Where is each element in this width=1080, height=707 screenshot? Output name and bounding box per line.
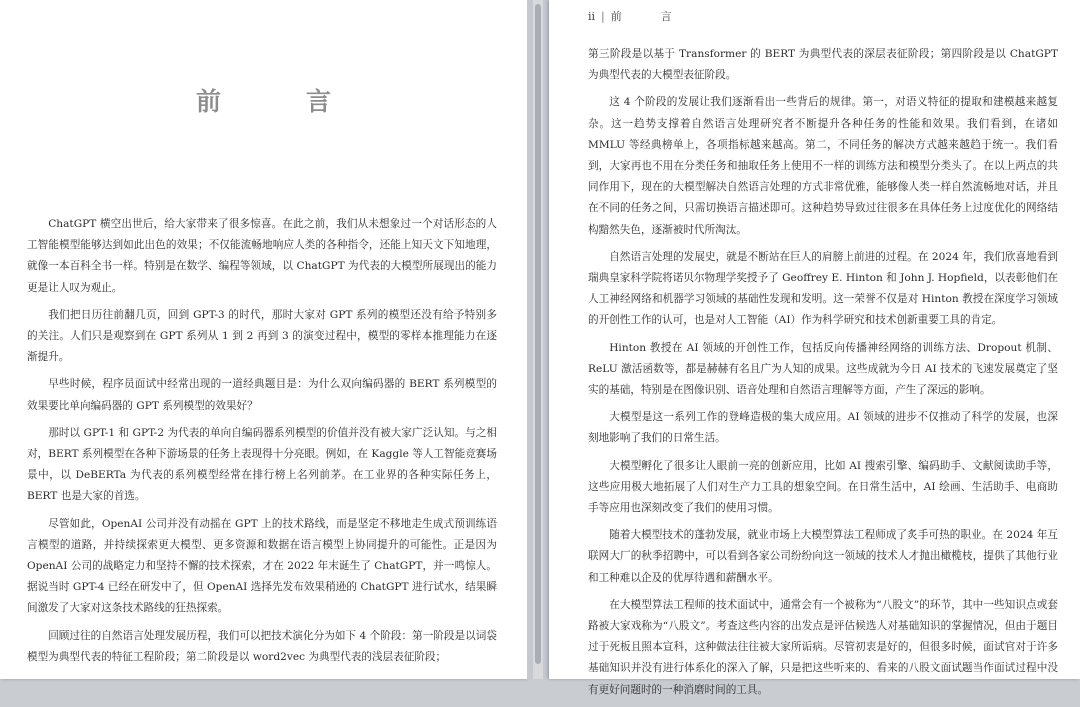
left-page [0,0,527,679]
paragraph: 自然语言处理的发展史，就是不断站在巨人的肩膀上前进的过程。在 2024 年，我们欣喜地看到瑞典皇家科学院将诺贝尔物理学奖授予了 Geoffrey E. Hinton 和 John J. Hopfield，以表彰他们在人工神经网络和机器学习领域的基础性发现和发明。这一荣誉不仅是对 Hinton 教授在深度学习领域的开创性工作的认可，也是对人工智能（AI）作为科学研究和技术创新重要工具的肯定。 [588,250,1058,327]
left-page-body [27,214,497,674]
paragraph: 大模型是这一系列工作的登峰造极的集大成应用。AI 领域的进步不仅推动了科学的发展，也深刻地影响了我们的日常生活。 [588,411,1058,445]
paragraph: 尽管如此，OpenAI 公司并没有动摇在 GPT 上的技术路线，而是坚定不移地走生成式预训练语言模型的道路，并持续探索更大模型、更多资源和数据在语言模型上协同提升的可能性。正是因为 OpenAI 公司的战略定力和坚持不懈的技术探索，才在 2022 年末诞生了 ChatGPT，并一鸣惊人。据说当时 GPT-4 已经在研发中了，但 OpenAI 选择先发布效果稍逊的 ChatGPT 进行试水，结果瞬间激发了大家对这条技术路线的狂热探索。 [27,517,497,615]
paragraph: 回顾过往的自然语言处理发展历程，我们可以把技术演化分为如下 4 个阶段：第一阶段是以词袋模型为典型代表的特征工程阶段；第二阶段是以 word2vec 为典型代表的浅层表征阶段； [27,629,497,663]
paragraph: 这 4 个阶段的发展让我们逐渐看出一些背后的规律。第一，对语义特征的提取和建模越来越复杂。这一趋势支撑着自然语言处理研究者不断提升各种任务的性能和效果。我们看到，在诸如 MMLU 等经典榜单上，各项指标越来越高。第二，不同任务的解决方式越来越趋于统一。我们看到，大家再也不用在分类任务和抽取任务上使用不一样的训练方法和模型分类头了。在以上两点的共同作用下，现在的大模型解决自然语言处理的方式非常优雅，能够像人类一样自然流畅地对话，并且在不同的任务之间，只需切换语言描述即可。这种趋势导致过往很多在具体任务上过度优化的网络结构黯然失色，逐渐被时代所淘汰。 [588,96,1058,236]
running-header [588,8,686,24]
paragraph: 我们把日历往前翻几页，回到 GPT-3 的时代，那时大家对 GPT 系列的模型还没有给予特别多的关注。人们只是观察到在 GPT 系列从 1 到 2 再到 3 的演变过程中，模型的零样本推理能力在逐渐提升。 [27,308,497,364]
chapter-title: 前 言 [195,87,361,116]
paragraph: 早些时候，程序员面试中经常出现的一道经典题目是：为什么双向编码器的 BERT 系列模型的效果要比单向编码器的 GPT 系列模型的效果好？ [27,378,497,412]
paragraph: 在大模型算法工程师的技术面试中，通常会有一个被称为“八股文”的环节，其中一些知识点或套路被大家戏称为“八股文”。考查这些内容的出发点是评估候选人对基础知识的掌握情况，但由于题目过于死板且照本宣科，这种做法往往被大家所诟病。尽管初衷是好的，但很多时候，面试官对于许多基础知识并没有进行体系化的深入了解，只是把这些听来的、看来的八股文面试题当作面试过程中没有更好问题时的一种消磨时间的工具。 [588,598,1058,696]
paragraph: 随着大模型技术的蓬勃发展，就业市场上大模型算法工程师成了炙手可热的职业。在 2024 年互联网大厂的秋季招聘中，可以看到各家公司纷纷向这一领域的技术人才抛出橄榄枝，提供了其他行业和工种难以企及的优厚待遇和薪酬水平。 [588,529,1058,584]
paragraph: ChatGPT 横空出世后，给大家带来了很多惊喜。在此之前，我们从未想象过一个对话形态的人工智能模型能够达到如此出色的效果；不仅能流畅地响应人类的各种指令，还能上知天文下知地理，就像一本百科全书一样。特别是在数学、编程等领域，以 ChatGPT 为代表的大模型所展现出的能力更是让人叹为观止。 [27,218,497,294]
right-page-body [588,44,1058,707]
running-title: 前 言 [610,10,686,23]
right-page [549,0,1080,696]
scrollbar-thumb[interactable] [535,4,541,664]
header-separator: | [601,10,605,23]
paragraph: 大模型孵化了很多让人眼前一亮的创新应用，比如 AI 搜索引擎、编码助手、文献阅读助手等，这些应用极大地拓展了人们对生产力工具的想象空间。在日常生活中，AI 绘画、生活助手、电商助手等应用也深刻改变了我们的使用习惯。 [588,459,1058,515]
paragraph: Hinton 教授在 AI 领域的开创性工作，包括反向传播神经网络的训练方法、Dropout 机制、ReLU 激活函数等，都是赫赫有名且广为人知的成果。这些成就为今日 AI 技术的飞速发展奠定了坚实的基础，特别是在图像识别、语音处理和自然语言理解等方面，产生了深远的影响。 [588,341,1058,397]
page-number: ii [588,10,596,23]
paragraph: 那时以 GPT-1 和 GPT-2 为代表的单向自编码器系列模型的价值并没有被大家广泛认知。与之相对，BERT 系列模型在各种下游场景的任务上表现得十分亮眼。例如，在 Kaggle 等人工智能竞赛场景中，以 DeBERTa 为代表的系列模型经常在排行榜上名列前茅。在工业界的各种实际任务上，BERT 也是大家的首选。 [27,426,497,503]
vertical-scrollbar[interactable] [533,0,543,679]
continued-paragraph: 第三阶段是以基于 Transformer 的 BERT 为典型代表的深层表征阶段；第四阶段是以 ChatGPT 为典型代表的大模型表征阶段。 [588,48,1058,82]
